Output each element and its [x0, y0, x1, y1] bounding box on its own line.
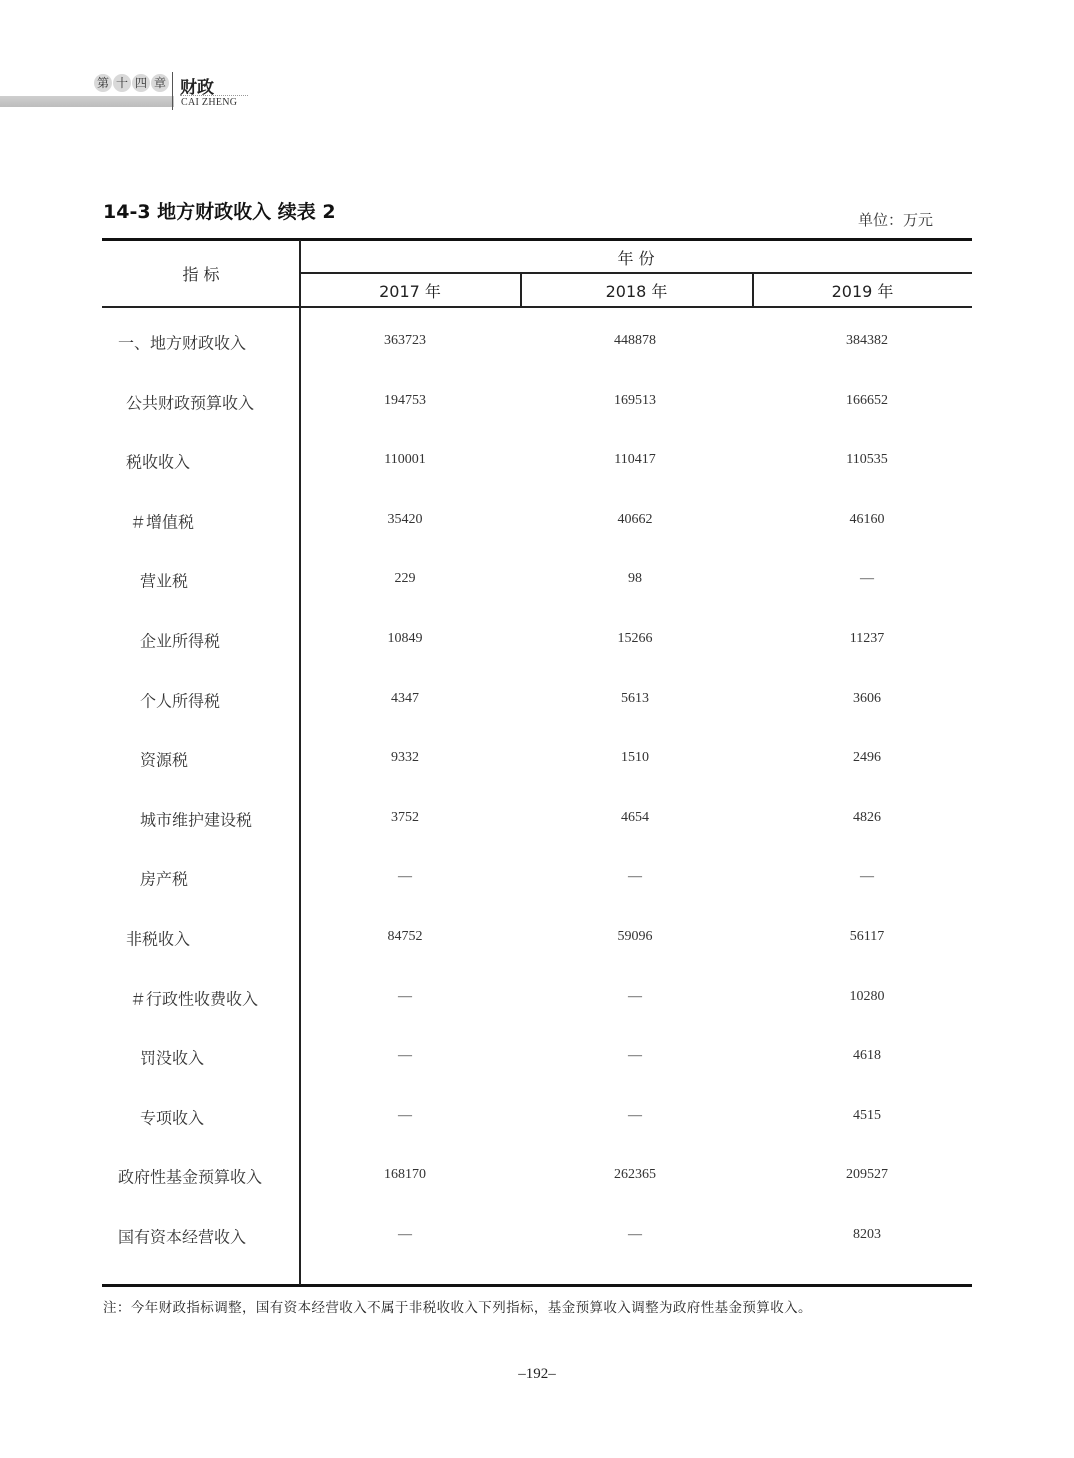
table-cell: 9332	[391, 750, 419, 766]
indicator-column-divider	[299, 240, 301, 1285]
table-cell: —	[628, 1048, 642, 1064]
table-cell: 110417	[614, 452, 656, 468]
row-label: 资源税	[140, 750, 189, 770]
table-cell: —	[628, 1107, 642, 1123]
table-top-rule	[102, 238, 972, 241]
chapter-badge	[94, 74, 169, 92]
table-cell: —	[398, 988, 412, 1004]
table-cell: 59096	[617, 929, 653, 944]
chapter-subtitle: CAI ZHENG	[181, 97, 238, 108]
table-cell: —	[398, 869, 412, 885]
table-cell: 384382	[846, 333, 888, 348]
table-cell: 4515	[853, 1107, 881, 1123]
table-cell: 2496	[853, 750, 881, 766]
page-number: –192–	[518, 1366, 556, 1382]
table-bottom-rule	[102, 1284, 972, 1287]
table-cell: 4826	[853, 809, 881, 825]
table-cell: 209527	[846, 1167, 888, 1183]
table-cell: 3752	[391, 809, 419, 825]
table-cell: 35420	[387, 511, 423, 527]
row-label: 罚没收入	[140, 1048, 205, 1068]
table-cell: 229	[394, 571, 416, 587]
table-cell: —	[628, 869, 642, 885]
row-label: 政府性基金预算收入	[118, 1167, 263, 1187]
table-cell: —	[860, 869, 874, 885]
table-cell: 15266	[617, 631, 653, 646]
table-cell: 10849	[387, 631, 423, 646]
table-cell: 363723	[384, 333, 426, 348]
table-cell: 40662	[617, 511, 653, 527]
table-cell: —	[628, 1227, 642, 1242]
row-label: 营业税	[140, 571, 189, 591]
row-label: ＃行政性收费收入	[130, 989, 259, 1009]
row-label: ＃增值税	[130, 512, 195, 532]
header-gray-bar	[0, 96, 174, 107]
table-cell: 1510	[621, 750, 649, 766]
table-cell: 84752	[387, 929, 423, 944]
chapter-char: 第	[94, 74, 112, 92]
table-cell: 110535	[846, 452, 888, 468]
row-label: 非税收入	[126, 929, 191, 949]
row-label: 城市维护建设税	[140, 810, 253, 830]
table-cell: 5613	[621, 690, 649, 706]
indicator-header: 指 标	[182, 265, 220, 284]
chapter-title: 财政	[180, 78, 214, 98]
table-footnote: 注：今年财政指标调整，国有资本经营收入不属于非税收收入下列指标，基金预算收入调整为政府性基金预算收入。	[103, 1300, 812, 1316]
table-cell: —	[398, 1227, 412, 1242]
table-cell: 4654	[621, 809, 649, 825]
table-title: 14-3 地方财政收入 续表 2	[103, 201, 336, 223]
year-2018-header: 2018 年	[605, 282, 668, 301]
row-label: 房产税	[140, 869, 189, 889]
table-cell: 11237	[849, 631, 885, 646]
table-cell: 4618	[853, 1048, 881, 1064]
header-bottom-rule	[102, 306, 972, 308]
year-header-rule	[300, 272, 972, 274]
table-cell: —	[860, 571, 874, 587]
table-cell: 168170	[384, 1167, 426, 1183]
header-dotted-rule	[180, 95, 248, 96]
table-cell: 262365	[614, 1167, 656, 1183]
table-unit: 单位：万元	[858, 211, 934, 229]
row-label: 企业所得税	[140, 631, 221, 651]
table-cell: 10280	[849, 988, 885, 1004]
chapter-char: 十	[113, 74, 131, 92]
row-label: 公共财政预算收入	[126, 393, 255, 413]
table-cell: 46160	[849, 511, 885, 527]
table-cell: 4347	[391, 690, 419, 706]
table-cell: 98	[628, 571, 642, 587]
table-cell: 194753	[384, 392, 426, 408]
table-cell: 8203	[853, 1227, 881, 1242]
row-label: 税收收入	[126, 452, 191, 472]
header-separator	[172, 72, 173, 110]
table-cell: —	[628, 988, 642, 1004]
table-cell: 166652	[846, 392, 888, 408]
year-header: 年 份	[617, 249, 655, 268]
table-cell: 448878	[614, 333, 656, 348]
table-cell: 3606	[853, 690, 881, 706]
year-2019-header: 2019 年	[831, 282, 894, 301]
chapter-char: 四	[132, 74, 150, 92]
chapter-char: 章	[151, 74, 169, 92]
table-cell: 110001	[384, 452, 426, 468]
row-label: 一、地方财政收入	[118, 333, 247, 353]
row-label: 个人所得税	[140, 691, 221, 711]
table-cell: 169513	[614, 392, 656, 408]
row-label: 国有资本经营收入	[118, 1227, 247, 1247]
year-2017-header: 2017 年	[379, 282, 441, 301]
table-cell: 56117	[849, 929, 885, 944]
table-cell: —	[398, 1048, 412, 1064]
table-cell: —	[398, 1107, 412, 1123]
row-label: 专项收入	[140, 1108, 205, 1128]
